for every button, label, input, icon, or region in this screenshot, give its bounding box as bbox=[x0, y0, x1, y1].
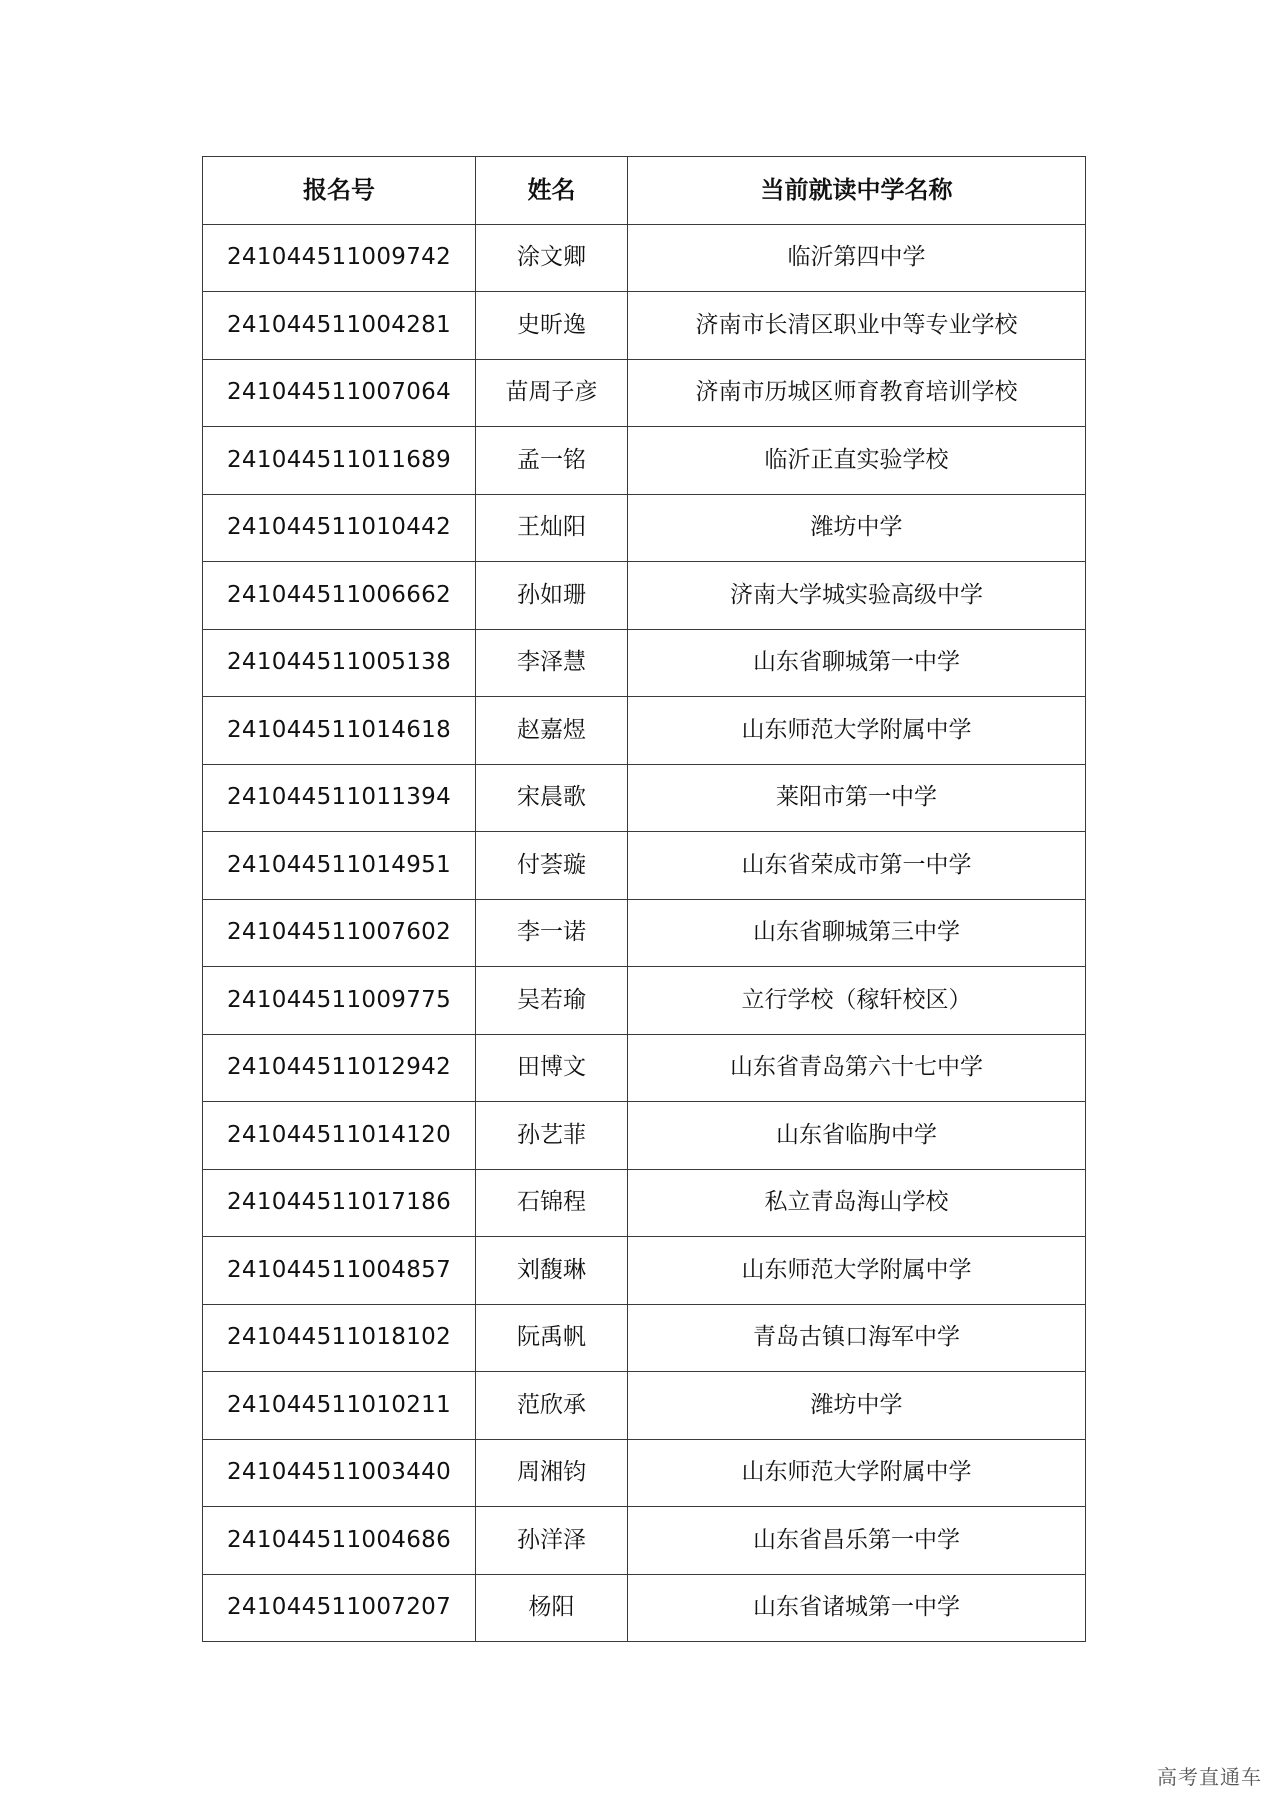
table-row bbox=[203, 629, 1086, 697]
school-name-cell: 私立青岛海山学校 bbox=[628, 1169, 1086, 1237]
school-name-cell: 临沂第四中学 bbox=[628, 224, 1086, 292]
school-name-cell: 济南市历城区师育教育培训学校 bbox=[628, 359, 1086, 427]
registration-number-cell: 241044511009742 bbox=[203, 224, 476, 292]
school-name-cell: 潍坊中学 bbox=[628, 494, 1086, 562]
school-name-cell: 莱阳市第一中学 bbox=[628, 764, 1086, 832]
student-name-cell: 李泽慧 bbox=[476, 629, 628, 697]
student-name-cell: 范欣承 bbox=[476, 1372, 628, 1440]
registration-number-cell: 241044511017186 bbox=[203, 1169, 476, 1237]
school-name-cell: 山东师范大学附属中学 bbox=[628, 697, 1086, 765]
registration-number-cell: 241044511014120 bbox=[203, 1102, 476, 1170]
table-row bbox=[203, 427, 1086, 495]
student-name-cell: 付荟璇 bbox=[476, 832, 628, 900]
school-name-cell: 山东省聊城第三中学 bbox=[628, 899, 1086, 967]
school-name-cell: 青岛古镇口海军中学 bbox=[628, 1304, 1086, 1372]
table-row bbox=[203, 494, 1086, 562]
school-name-cell: 立行学校（稼轩校区） bbox=[628, 967, 1086, 1035]
student-name-cell: 刘馥琳 bbox=[476, 1237, 628, 1305]
student-name-cell: 周湘钧 bbox=[476, 1439, 628, 1507]
table-row bbox=[203, 697, 1086, 765]
registration-number-cell: 241044511012942 bbox=[203, 1034, 476, 1102]
table-row bbox=[203, 967, 1086, 1035]
school-name-cell: 山东省青岛第六十七中学 bbox=[628, 1034, 1086, 1102]
student-name-cell: 李一诺 bbox=[476, 899, 628, 967]
school-name-cell: 山东省昌乐第一中学 bbox=[628, 1507, 1086, 1575]
school-name-cell: 山东省聊城第一中学 bbox=[628, 629, 1086, 697]
student-name-cell: 宋晨歌 bbox=[476, 764, 628, 832]
student-name-cell: 涂文卿 bbox=[476, 224, 628, 292]
table-row bbox=[203, 1102, 1086, 1170]
admission-table bbox=[202, 156, 1086, 1642]
table-row bbox=[203, 1574, 1086, 1642]
registration-number-cell: 241044511018102 bbox=[203, 1304, 476, 1372]
registration-number-cell: 241044511004857 bbox=[203, 1237, 476, 1305]
table-row bbox=[203, 1507, 1086, 1575]
table-row bbox=[203, 224, 1086, 292]
student-name-cell: 孙洋泽 bbox=[476, 1507, 628, 1575]
column-header-registration-number: 报名号 bbox=[203, 157, 476, 225]
student-name-cell: 孙如珊 bbox=[476, 562, 628, 630]
student-name-cell: 赵嘉煜 bbox=[476, 697, 628, 765]
column-header-name: 姓名 bbox=[476, 157, 628, 225]
student-name-cell: 孙艺菲 bbox=[476, 1102, 628, 1170]
student-name-cell: 田博文 bbox=[476, 1034, 628, 1102]
registration-number-cell: 241044511014951 bbox=[203, 832, 476, 900]
school-name-cell: 山东师范大学附属中学 bbox=[628, 1439, 1086, 1507]
table-row bbox=[203, 1169, 1086, 1237]
school-name-cell: 潍坊中学 bbox=[628, 1372, 1086, 1440]
school-name-cell: 济南市长清区职业中等专业学校 bbox=[628, 292, 1086, 360]
registration-number-cell: 241044511010442 bbox=[203, 494, 476, 562]
table-row bbox=[203, 292, 1086, 360]
registration-number-cell: 241044511011689 bbox=[203, 427, 476, 495]
registration-number-cell: 241044511003440 bbox=[203, 1439, 476, 1507]
school-name-cell: 山东省诸城第一中学 bbox=[628, 1574, 1086, 1642]
registration-number-cell: 241044511005138 bbox=[203, 629, 476, 697]
school-name-cell: 山东省荣成市第一中学 bbox=[628, 832, 1086, 900]
registration-number-cell: 241044511004686 bbox=[203, 1507, 476, 1575]
school-name-cell: 山东省临朐中学 bbox=[628, 1102, 1086, 1170]
student-name-cell: 石锦程 bbox=[476, 1169, 628, 1237]
table-row bbox=[203, 764, 1086, 832]
student-name-cell: 杨阳 bbox=[476, 1574, 628, 1642]
registration-number-cell: 241044511004281 bbox=[203, 292, 476, 360]
registration-number-cell: 241044511007602 bbox=[203, 899, 476, 967]
student-name-cell: 苗周子彦 bbox=[476, 359, 628, 427]
registration-number-cell: 241044511010211 bbox=[203, 1372, 476, 1440]
table-row bbox=[203, 1372, 1086, 1440]
student-name-cell: 史昕逸 bbox=[476, 292, 628, 360]
student-name-cell: 吴若瑜 bbox=[476, 967, 628, 1035]
registration-number-cell: 241044511009775 bbox=[203, 967, 476, 1035]
watermark-text: 高考直通车 bbox=[1157, 1765, 1262, 1789]
table-row bbox=[203, 1304, 1086, 1372]
table-row bbox=[203, 1237, 1086, 1305]
registration-number-cell: 241044511014618 bbox=[203, 697, 476, 765]
table-row bbox=[203, 1439, 1086, 1507]
school-name-cell: 山东师范大学附属中学 bbox=[628, 1237, 1086, 1305]
school-name-cell: 临沂正直实验学校 bbox=[628, 427, 1086, 495]
table-row bbox=[203, 899, 1086, 967]
table-row bbox=[203, 832, 1086, 900]
table-row bbox=[203, 359, 1086, 427]
table-header-row bbox=[203, 157, 1086, 225]
student-name-cell: 孟一铭 bbox=[476, 427, 628, 495]
table-row bbox=[203, 562, 1086, 630]
school-name-cell: 济南大学城实验高级中学 bbox=[628, 562, 1086, 630]
column-header-school: 当前就读中学名称 bbox=[628, 157, 1086, 225]
registration-number-cell: 241044511007207 bbox=[203, 1574, 476, 1642]
registration-number-cell: 241044511007064 bbox=[203, 359, 476, 427]
registration-number-cell: 241044511011394 bbox=[203, 764, 476, 832]
student-name-cell: 王灿阳 bbox=[476, 494, 628, 562]
student-name-cell: 阮禹帆 bbox=[476, 1304, 628, 1372]
table-row bbox=[203, 1034, 1086, 1102]
registration-number-cell: 241044511006662 bbox=[203, 562, 476, 630]
